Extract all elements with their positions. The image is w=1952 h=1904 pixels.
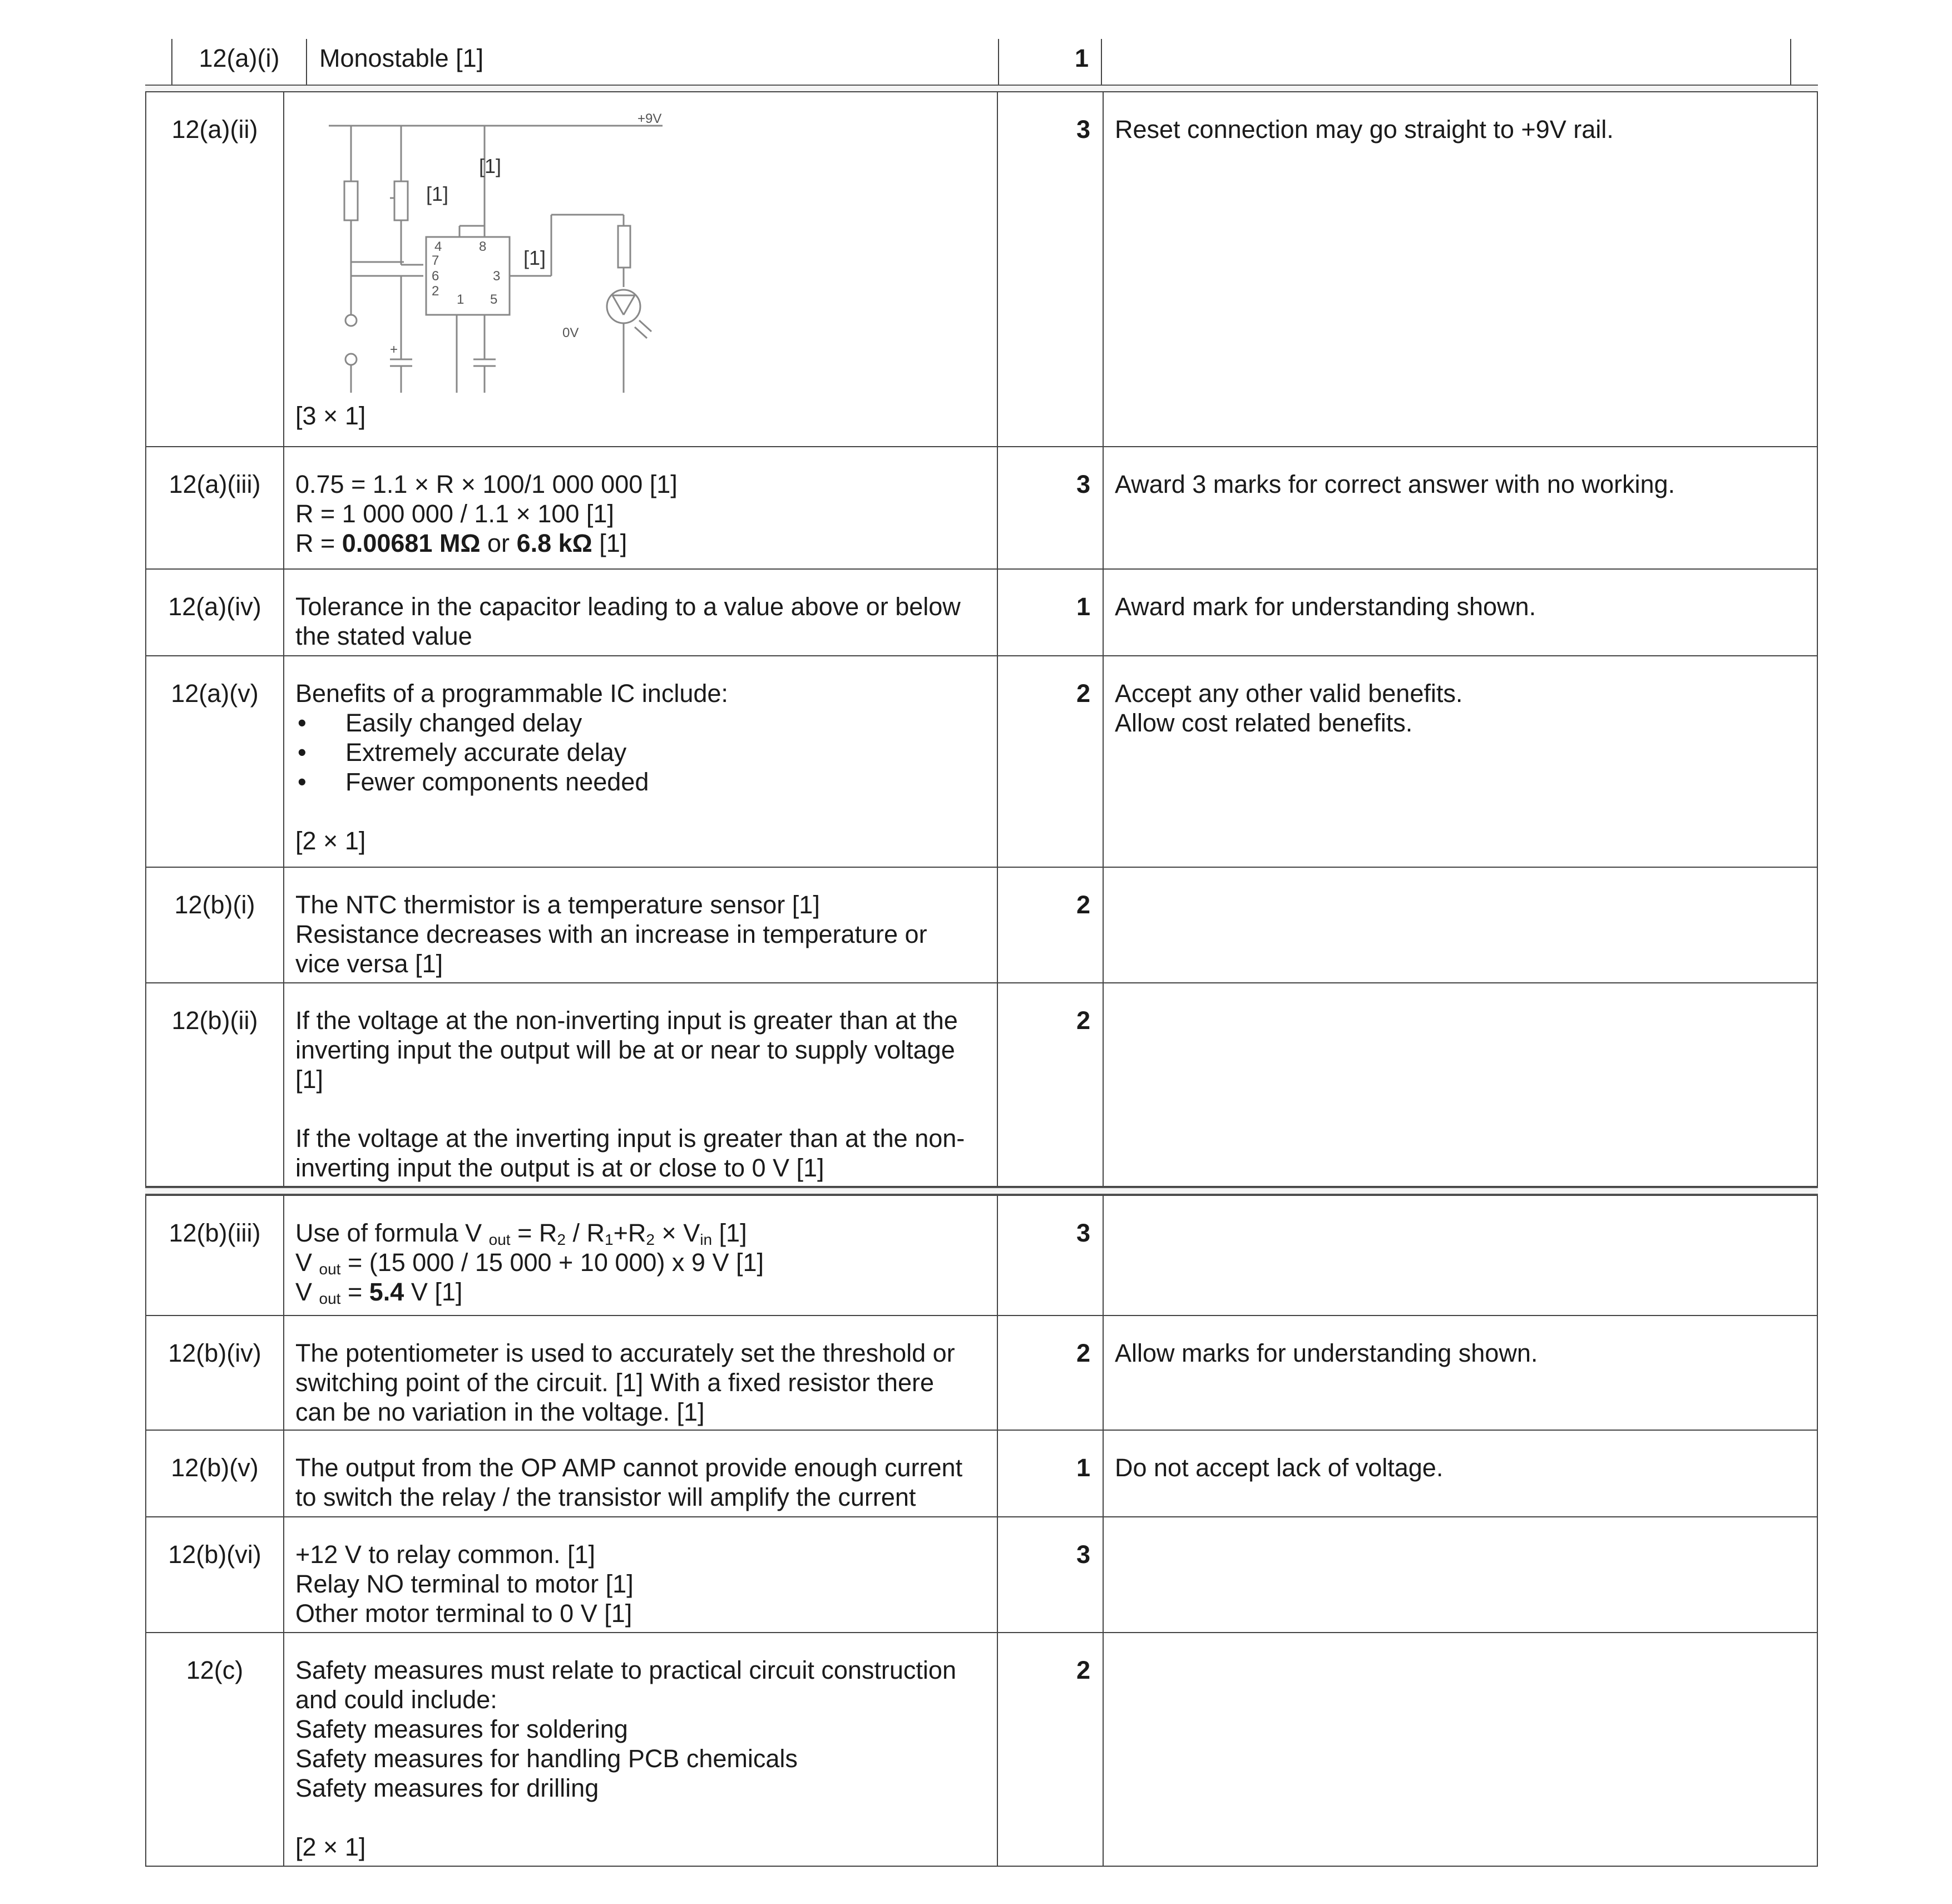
page-break-divider <box>145 1187 1818 1195</box>
guidance-cell <box>1104 1517 1819 1632</box>
marks-cell: 3 <box>998 447 1104 568</box>
marks-cell: 2 <box>998 868 1104 982</box>
svg-text:5: 5 <box>490 292 498 307</box>
svg-text:4: 4 <box>434 239 442 254</box>
question-number: 12(b)(ii) <box>146 983 284 1186</box>
answer-cell: +12 V to relay common. [1] Relay NO terminal to motor [1] Other motor terminal to 0 V [1] <box>284 1517 998 1632</box>
guidance-cell <box>1104 868 1819 982</box>
question-number: 12(b)(v) <box>146 1431 284 1516</box>
table-row <box>145 1633 1818 1867</box>
svg-text:7: 7 <box>432 253 439 268</box>
guidance-cell: Award 3 marks for correct answer with no working. <box>1115 470 1676 498</box>
svg-text:1: 1 <box>457 292 464 307</box>
marks-cell: 2 <box>998 1316 1104 1430</box>
guidance-cell <box>1102 39 1792 85</box>
answer-cell: Safety measures must relate to practical circuit construction and could include: Safety measures for soldering Safety measures for handling PCB chemicals Safety measures for drilling [2 × 1] <box>284 1633 998 1866</box>
monostable-circuit-diagram <box>318 103 674 393</box>
guidance-cell: Allow marks for understanding shown. <box>1115 1339 1538 1367</box>
answer-cell: Tolerance in the capacitor leading to a value above or below the stated value <box>284 570 998 655</box>
marks-cell: 3 <box>998 1517 1104 1632</box>
question-number: 12(a)(iv) <box>146 570 284 655</box>
table-row <box>145 656 1818 868</box>
svg-text:6: 6 <box>432 269 439 284</box>
marks-cell: 3 <box>998 1196 1104 1315</box>
guidance-cell: Do not accept lack of voltage. <box>1115 1453 1444 1482</box>
question-number: 12(c) <box>146 1633 284 1866</box>
marks-cell: 1 <box>998 570 1104 655</box>
answer-cell: The output from the OP AMP cannot provide enough current to switch the relay / the transistor will amplify the current <box>284 1431 998 1516</box>
table-row <box>145 570 1818 656</box>
table-row <box>145 1517 1818 1633</box>
guidance-cell <box>1104 1633 1819 1866</box>
question-number: 12(a)(iii) <box>146 447 284 568</box>
svg-text:2: 2 <box>432 284 439 299</box>
question-number: 12(b)(iii) <box>146 1196 284 1315</box>
table-row <box>145 1316 1818 1431</box>
mark-label: [1] <box>523 246 546 269</box>
table-row <box>145 91 1818 447</box>
answer-cell: 0.75 = 1.1 × R × 100/1 000 000 [1] R = 1 000 000 / 1.1 × 100 [1] R = 0.00681 MΩ or 6.8 kΩ [1] <box>284 447 998 568</box>
guidance-cell: Reset connection may go straight to +9V rail. <box>1115 115 1614 144</box>
answer-cell: Benefits of a programmable IC include: • Easily changed delay • Extremely accurate delay • Fewer components needed [2 × 1] <box>284 656 998 867</box>
question-number: 12(b)(iv) <box>146 1316 284 1430</box>
table-row <box>145 1431 1818 1517</box>
list-item: • Fewer components needed <box>295 767 986 797</box>
question-number: 12(a)(v) <box>146 656 284 867</box>
answer-cell: The potentiometer is used to accurately set the threshold or switching point of the circuit. [1] With a fixed resistor there can be no variation in the voltage. [1] <box>284 1316 998 1430</box>
question-number: 12(b)(i) <box>146 868 284 982</box>
marks-cell: 2 <box>998 656 1104 867</box>
guidance-cell: Award mark for understanding shown. <box>1115 592 1536 621</box>
answer-cell: If the voltage at the non-inverting input is greater than at the inverting input the output will be at or near to supply voltage [1] If the voltage at the inverting input is greater than at the non- inverting input the output is at or close to 0 V [1] <box>284 983 998 1186</box>
benefits-list <box>295 708 986 797</box>
guidance-cell <box>1104 983 1819 1186</box>
guidance-cell: Accept any other valid benefits. Allow cost related benefits. <box>1115 679 1463 737</box>
list-item: • Extremely accurate delay <box>295 738 986 767</box>
question-number: 12(a)(ii) <box>146 92 284 446</box>
marks-cell: 1 <box>999 39 1102 85</box>
answer-cell: Monostable [1] <box>307 39 999 85</box>
mark-label: [1] <box>426 182 449 205</box>
answer-footer: [3 × 1] <box>295 402 366 430</box>
svg-text:3: 3 <box>493 269 501 284</box>
marks-cell: 1 <box>998 1431 1104 1516</box>
question-number: 12(a)(i) <box>172 39 307 85</box>
svg-text:8: 8 <box>479 239 487 254</box>
svg-text:+9V: +9V <box>638 111 662 126</box>
answer-cell: Use of formula V $_{out} = R_2 / R_1+R_2 \times V_{in}$ [1] V $_{out}$ = (15 000 / 15 000 + 10 000) x 9 V [1] V $_{out}$ = 5.4 V [1] <box>284 1196 998 1315</box>
table-row <box>145 983 1818 1187</box>
marks-cell: 2 <box>998 1633 1104 1866</box>
svg-text:0V: 0V <box>562 325 579 340</box>
svg-text:+: + <box>390 342 398 357</box>
marks-cell: 3 <box>998 92 1104 446</box>
question-number: 12(b)(vi) <box>146 1517 284 1632</box>
table-row <box>145 1195 1818 1316</box>
table-row <box>145 447 1818 570</box>
list-item: • Easily changed delay <box>295 708 986 738</box>
mark-label: [1] <box>479 155 502 177</box>
table-row <box>145 868 1818 983</box>
answer-cell: The NTC thermistor is a temperature sensor [1] Resistance decreases with an increase in temperature or vice versa [1] <box>284 868 998 982</box>
guidance-cell <box>1104 1196 1819 1315</box>
answer-cell <box>284 92 998 446</box>
marks-cell: 2 <box>998 983 1104 1186</box>
table-row <box>171 39 1791 86</box>
